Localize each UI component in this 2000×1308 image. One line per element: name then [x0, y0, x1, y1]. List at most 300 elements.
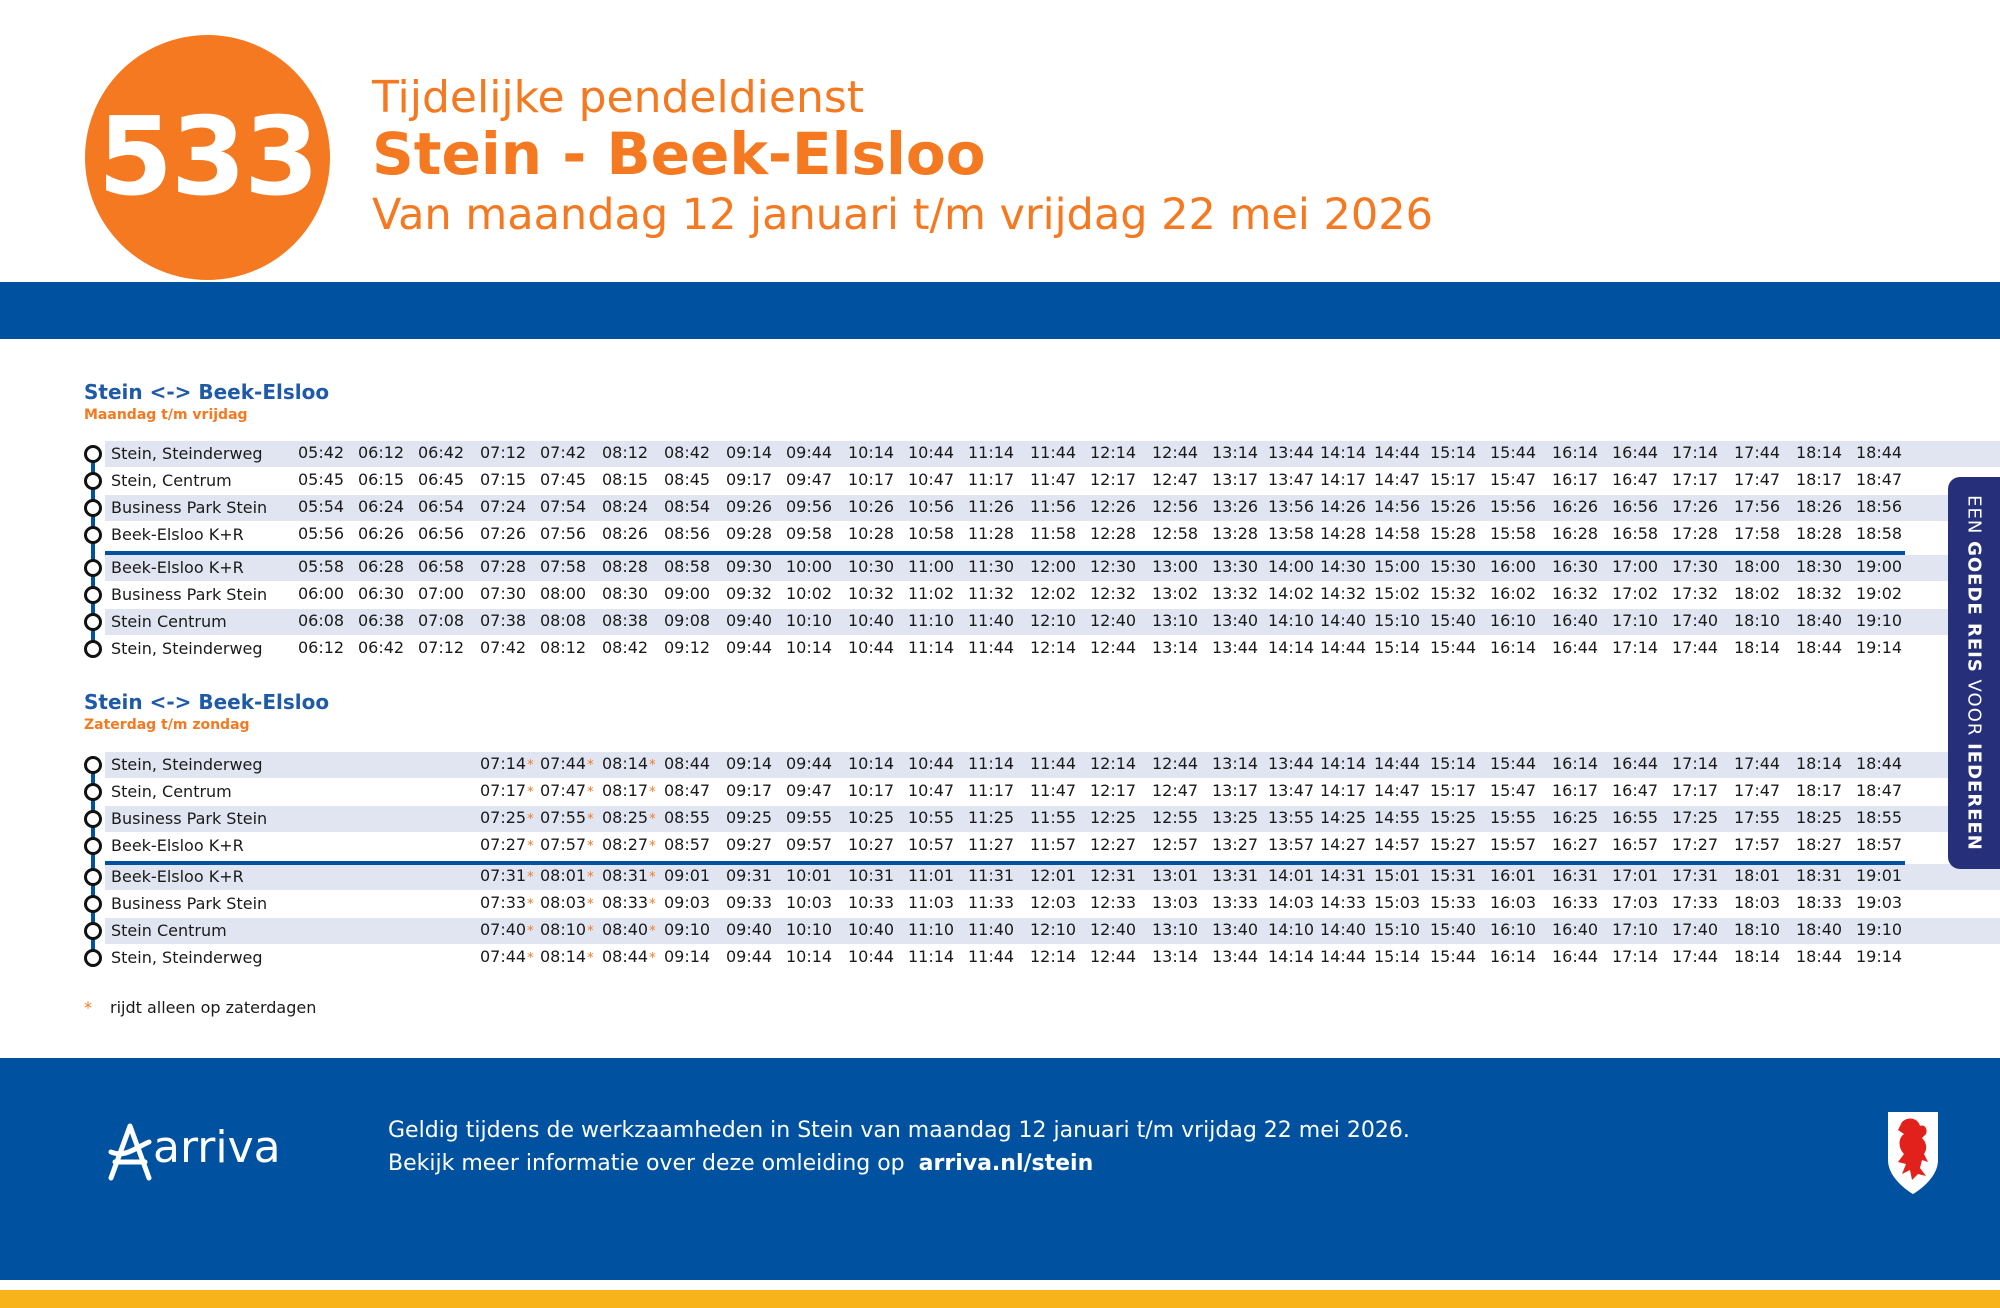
time-value: 08:28 — [602, 557, 649, 576]
departure-time — [1152, 806, 1218, 832]
time-value: 10:17 — [848, 781, 895, 800]
departure-time — [664, 864, 730, 890]
service-period: Van maandag 12 januari t/m vrijdag 22 mei 2026 — [372, 190, 1433, 240]
time-value: 18:14 — [1796, 754, 1843, 773]
time-value: 08:15 — [602, 470, 649, 489]
departure-time — [1552, 468, 1618, 494]
departure-time — [298, 441, 364, 467]
time-value: 14:02 — [1268, 584, 1315, 603]
departure-time — [1152, 495, 1218, 521]
departure-time — [540, 752, 606, 778]
departure-time — [358, 636, 424, 662]
time-value: 17:14 — [1672, 754, 1719, 773]
time-value: 15:32 — [1430, 584, 1477, 603]
stop-name: Beek-Elsloo K+R — [111, 558, 244, 577]
departure-time — [968, 609, 1034, 635]
departure-time — [480, 918, 546, 944]
time-value: 09:30 — [726, 557, 773, 576]
departure-time — [480, 609, 546, 635]
departure-time — [908, 779, 974, 805]
departure-time — [908, 864, 974, 890]
departure-time — [1672, 636, 1738, 662]
departure-time — [848, 806, 914, 832]
time-value: 10:00 — [786, 557, 833, 576]
departure-time — [1796, 918, 1862, 944]
departure-time — [664, 891, 730, 917]
stop-name: Stein, Centrum — [111, 782, 232, 801]
departure-time — [1612, 495, 1678, 521]
departure-time — [664, 945, 730, 971]
departure-time — [786, 864, 852, 890]
time-value: 05:56 — [298, 524, 345, 543]
time-value: 09:28 — [726, 524, 773, 543]
departure-time — [1612, 609, 1678, 635]
departure-time — [602, 468, 668, 494]
departure-time — [848, 891, 914, 917]
time-value: 14:31 — [1320, 866, 1367, 885]
time-value: 10:10 — [786, 920, 833, 939]
departure-time — [1856, 555, 1922, 581]
departure-time — [1612, 779, 1678, 805]
time-value: 06:26 — [358, 524, 405, 543]
time-value: 16:58 — [1612, 524, 1659, 543]
departure-time — [726, 806, 792, 832]
departure-time — [1856, 522, 1922, 548]
time-value: 10:30 — [848, 557, 895, 576]
departure-time — [664, 918, 730, 944]
departure-time — [540, 495, 606, 521]
time-value: 05:42 — [298, 443, 345, 462]
departure-time — [1430, 495, 1496, 521]
time-value: 09:32 — [726, 584, 773, 603]
stop-node-icon — [84, 499, 102, 517]
time-value: 06:58 — [418, 557, 465, 576]
departure-time — [1856, 779, 1922, 805]
time-value: 07:17* — [480, 781, 534, 800]
time-value: 10:40 — [848, 920, 895, 939]
time-value: 16:44 — [1612, 754, 1659, 773]
time-value: 06:24 — [358, 497, 405, 516]
departure-time — [1734, 752, 1800, 778]
departure-time — [358, 441, 424, 467]
departure-time — [1672, 609, 1738, 635]
time-value: 09:44 — [726, 947, 773, 966]
time-value: 14:17 — [1320, 781, 1367, 800]
departure-time — [1672, 582, 1738, 608]
table-row — [105, 495, 2000, 521]
time-value: 16:03 — [1490, 893, 1537, 912]
time-value: 12:10 — [1030, 920, 1077, 939]
stop-node-icon — [84, 756, 102, 774]
time-value: 09:17 — [726, 781, 773, 800]
time-value: 12:25 — [1090, 808, 1137, 827]
time-value: 13:58 — [1268, 524, 1315, 543]
time-value: 07:55* — [540, 808, 594, 827]
time-value: 15:47 — [1490, 470, 1537, 489]
time-value: 12:01 — [1030, 866, 1077, 885]
stop-node-icon — [84, 922, 102, 940]
departure-time — [1734, 609, 1800, 635]
slogan-part-2: GOEDE REIS — [1963, 541, 1985, 673]
departure-time — [1030, 864, 1096, 890]
departure-time — [1030, 582, 1096, 608]
departure-time — [664, 779, 730, 805]
departure-time — [1612, 945, 1678, 971]
departure-time — [968, 441, 1034, 467]
time-value: 07:54 — [540, 497, 587, 516]
time-value: 17:33 — [1672, 893, 1719, 912]
time-value: 11:17 — [968, 470, 1015, 489]
departure-time — [664, 495, 730, 521]
time-value: 18:17 — [1796, 470, 1843, 489]
time-value: 10:58 — [908, 524, 955, 543]
time-value: 16:31 — [1552, 866, 1599, 885]
time-value: 19:00 — [1856, 557, 1903, 576]
departure-time — [908, 522, 974, 548]
time-value: 07:44* — [540, 754, 594, 773]
time-value: 15:17 — [1430, 781, 1477, 800]
departure-time — [664, 555, 730, 581]
table-row — [105, 864, 2000, 890]
departure-time — [1796, 582, 1862, 608]
saturday-only-marker: * — [649, 812, 656, 827]
departure-time — [908, 833, 974, 859]
time-value: 07:30 — [480, 584, 527, 603]
arriva-logo — [105, 1122, 315, 1182]
time-value: 16:32 — [1552, 584, 1599, 603]
time-value: 13:40 — [1212, 611, 1259, 630]
time-value: 13:32 — [1212, 584, 1259, 603]
departure-time — [540, 555, 606, 581]
departure-time — [1796, 806, 1862, 832]
time-value: 13:17 — [1212, 470, 1259, 489]
time-value: 11:31 — [968, 866, 1015, 885]
departure-time — [540, 609, 606, 635]
time-value: 12:47 — [1152, 470, 1199, 489]
time-value: 16:28 — [1552, 524, 1599, 543]
time-value: 08:42 — [664, 443, 711, 462]
time-value: 19:14 — [1856, 638, 1903, 657]
departure-time — [1734, 495, 1800, 521]
time-value: 10:01 — [786, 866, 833, 885]
time-value: 14:44 — [1374, 443, 1421, 462]
time-value: 12:32 — [1090, 584, 1137, 603]
time-value: 15:10 — [1374, 611, 1421, 630]
stop-node-icon — [84, 868, 102, 886]
departure-time — [1430, 918, 1496, 944]
time-value: 17:58 — [1734, 524, 1781, 543]
departure-time — [908, 468, 974, 494]
time-value: 12:44 — [1090, 947, 1137, 966]
time-value: 07:45 — [540, 470, 587, 489]
table-row — [105, 891, 2000, 917]
time-value: 18:40 — [1796, 611, 1843, 630]
time-value: 16:17 — [1552, 781, 1599, 800]
table-row — [105, 752, 2000, 778]
departure-time — [664, 752, 730, 778]
time-value: 17:14 — [1612, 638, 1659, 657]
departure-time — [1796, 522, 1862, 548]
time-value: 16:44 — [1552, 638, 1599, 657]
departure-time — [298, 582, 364, 608]
time-value: 19:14 — [1856, 947, 1903, 966]
departure-time — [1490, 582, 1556, 608]
stop-node-icon — [84, 586, 102, 604]
departure-time — [726, 864, 792, 890]
time-value: 16:30 — [1552, 557, 1599, 576]
time-value: 15:27 — [1430, 835, 1477, 854]
time-value: 19:02 — [1856, 584, 1903, 603]
time-value: 09:56 — [786, 497, 833, 516]
saturday-only-marker: * — [649, 897, 656, 912]
time-value: 18:57 — [1856, 835, 1903, 854]
time-value: 10:47 — [908, 470, 955, 489]
departure-time — [908, 945, 974, 971]
time-value: 08:45 — [664, 470, 711, 489]
time-value: 11:33 — [968, 893, 1015, 912]
departure-time — [1490, 468, 1556, 494]
departure-time — [1490, 495, 1556, 521]
time-value: 13:31 — [1212, 866, 1259, 885]
departure-time — [1796, 779, 1862, 805]
departure-time — [1030, 609, 1096, 635]
departure-time — [480, 833, 546, 859]
stop-name: Stein, Steinderweg — [111, 755, 263, 774]
time-value: 17:40 — [1672, 611, 1719, 630]
time-value: 15:26 — [1430, 497, 1477, 516]
time-value: 12:14 — [1090, 754, 1137, 773]
departure-time — [908, 636, 974, 662]
departure-time — [1152, 609, 1218, 635]
time-value: 13:03 — [1152, 893, 1199, 912]
time-value: 17:57 — [1734, 835, 1781, 854]
departure-time — [908, 891, 974, 917]
stop-node-icon — [84, 949, 102, 967]
arriva-logo-icon — [105, 1122, 155, 1182]
stop-node-icon — [84, 472, 102, 490]
time-value: 14:30 — [1320, 557, 1367, 576]
departure-time — [848, 441, 914, 467]
time-value: 10:47 — [908, 781, 955, 800]
time-value: 19:10 — [1856, 611, 1903, 630]
departure-time — [602, 582, 668, 608]
time-value: 08:24 — [602, 497, 649, 516]
time-value: 11:25 — [968, 808, 1015, 827]
departure-time — [1030, 833, 1096, 859]
time-value: 09:14 — [664, 947, 711, 966]
time-value: 07:12 — [418, 638, 465, 657]
departure-time — [480, 806, 546, 832]
time-value: 09:25 — [726, 808, 773, 827]
departure-time — [786, 468, 852, 494]
time-value: 08:55 — [664, 808, 711, 827]
footer-info-link[interactable]: arriva.nl/stein — [918, 1151, 1094, 1176]
stop-name: Stein, Steinderweg — [111, 444, 263, 463]
departure-time — [664, 833, 730, 859]
time-value: 13:14 — [1212, 443, 1259, 462]
departure-time — [664, 441, 730, 467]
departure-time — [1552, 636, 1618, 662]
time-value: 12:26 — [1090, 497, 1137, 516]
departure-time — [968, 833, 1034, 859]
time-value: 10:40 — [848, 611, 895, 630]
time-value: 18:27 — [1796, 835, 1843, 854]
time-value: 17:44 — [1734, 754, 1781, 773]
departure-time — [968, 555, 1034, 581]
departure-time — [1672, 779, 1738, 805]
saturday-only-marker: * — [587, 839, 594, 854]
departure-time — [848, 468, 914, 494]
time-value: 07:15 — [480, 470, 527, 489]
departure-time — [1490, 752, 1556, 778]
time-value: 12:57 — [1152, 835, 1199, 854]
time-value: 14:56 — [1374, 497, 1421, 516]
time-value: 16:33 — [1552, 893, 1599, 912]
time-value: 16:00 — [1490, 557, 1537, 576]
time-value: 06:12 — [358, 443, 405, 462]
departure-time — [1796, 891, 1862, 917]
time-value: 11:40 — [968, 611, 1015, 630]
time-value: 18:44 — [1796, 638, 1843, 657]
departure-time — [664, 468, 730, 494]
time-value: 12:14 — [1030, 638, 1077, 657]
departure-time — [1430, 806, 1496, 832]
time-value: 05:45 — [298, 470, 345, 489]
time-value: 08:40* — [602, 920, 656, 939]
time-value: 12:14 — [1030, 947, 1077, 966]
stop-name: Business Park Stein — [111, 498, 268, 517]
time-value: 09:14 — [726, 754, 773, 773]
departure-time — [298, 468, 364, 494]
time-value: 16:25 — [1552, 808, 1599, 827]
departure-time — [786, 945, 852, 971]
time-value: 14:03 — [1268, 893, 1315, 912]
departure-time — [1030, 918, 1096, 944]
departure-time — [1030, 636, 1096, 662]
time-value: 17:44 — [1672, 947, 1719, 966]
time-value: 17:14 — [1612, 947, 1659, 966]
time-value: 14:27 — [1320, 835, 1367, 854]
departure-time — [1672, 495, 1738, 521]
time-value: 11:44 — [1030, 754, 1077, 773]
departure-time — [1856, 752, 1922, 778]
departure-time — [1552, 522, 1618, 548]
time-value: 18:44 — [1856, 443, 1903, 462]
departure-time — [726, 833, 792, 859]
time-value: 13:33 — [1212, 893, 1259, 912]
time-value: 07:33* — [480, 893, 534, 912]
time-value: 11:44 — [968, 638, 1015, 657]
departure-time — [1734, 522, 1800, 548]
time-value: 16:17 — [1552, 470, 1599, 489]
departure-time — [602, 945, 668, 971]
departure-time — [908, 441, 974, 467]
departure-time — [1796, 636, 1862, 662]
departure-time — [1796, 441, 1862, 467]
time-value: 16:14 — [1490, 947, 1537, 966]
departure-time — [1734, 441, 1800, 467]
departure-time — [1430, 609, 1496, 635]
departure-time — [1090, 945, 1156, 971]
time-value: 18:14 — [1734, 947, 1781, 966]
time-value: 16:14 — [1552, 443, 1599, 462]
stop-name: Business Park Stein — [111, 585, 268, 604]
stop-name: Beek-Elsloo K+R — [111, 867, 244, 886]
departure-time — [1856, 833, 1922, 859]
time-value: 15:58 — [1490, 524, 1537, 543]
departure-time — [1152, 752, 1218, 778]
departure-time — [908, 806, 974, 832]
time-value: 14:10 — [1268, 611, 1315, 630]
departure-time — [480, 468, 546, 494]
departure-time — [848, 779, 914, 805]
departure-time — [726, 636, 792, 662]
time-value: 12:02 — [1030, 584, 1077, 603]
departure-time — [1552, 806, 1618, 832]
time-value: 15:44 — [1490, 443, 1537, 462]
time-value: 17:17 — [1672, 470, 1719, 489]
departure-time — [786, 918, 852, 944]
departure-time — [726, 945, 792, 971]
departure-time — [1090, 495, 1156, 521]
time-value: 15:01 — [1374, 866, 1421, 885]
time-value: 14:44 — [1374, 754, 1421, 773]
departure-time — [298, 609, 364, 635]
departure-time — [908, 609, 974, 635]
saturday-only-marker: * — [587, 924, 594, 939]
departure-time — [726, 495, 792, 521]
departure-time — [1796, 945, 1862, 971]
time-value: 07:31* — [480, 866, 534, 885]
departure-time — [1152, 945, 1218, 971]
departure-time — [1090, 806, 1156, 832]
departure-time — [1734, 864, 1800, 890]
departure-time — [1030, 779, 1096, 805]
time-value: 07:08 — [418, 611, 465, 630]
time-value: 11:47 — [1030, 781, 1077, 800]
saturday-only-marker: * — [527, 812, 534, 827]
stop-name: Business Park Stein — [111, 809, 268, 828]
departure-time — [1672, 806, 1738, 832]
departure-time — [480, 555, 546, 581]
departure-time — [298, 555, 364, 581]
departure-time — [358, 609, 424, 635]
header-band — [0, 282, 2000, 339]
time-value: 07:12 — [480, 443, 527, 462]
time-value: 18:10 — [1734, 920, 1781, 939]
time-value: 07:44* — [480, 947, 534, 966]
time-value: 15:14 — [1430, 443, 1477, 462]
departure-time — [540, 522, 606, 548]
departure-time — [1430, 779, 1496, 805]
time-value: 11:10 — [908, 611, 955, 630]
time-value: 13:02 — [1152, 584, 1199, 603]
time-value: 18:30 — [1796, 557, 1843, 576]
time-value: 11:27 — [968, 835, 1015, 854]
departure-time — [298, 522, 364, 548]
time-value: 14:17 — [1320, 470, 1367, 489]
time-value: 06:30 — [358, 584, 405, 603]
departure-time — [726, 779, 792, 805]
departure-time — [1672, 441, 1738, 467]
time-value: 13:44 — [1212, 947, 1259, 966]
departure-time — [602, 441, 668, 467]
departure-time — [1430, 582, 1496, 608]
time-value: 09:26 — [726, 497, 773, 516]
time-value: 09:55 — [786, 808, 833, 827]
time-value: 18:01 — [1734, 866, 1781, 885]
time-value: 16:57 — [1612, 835, 1659, 854]
